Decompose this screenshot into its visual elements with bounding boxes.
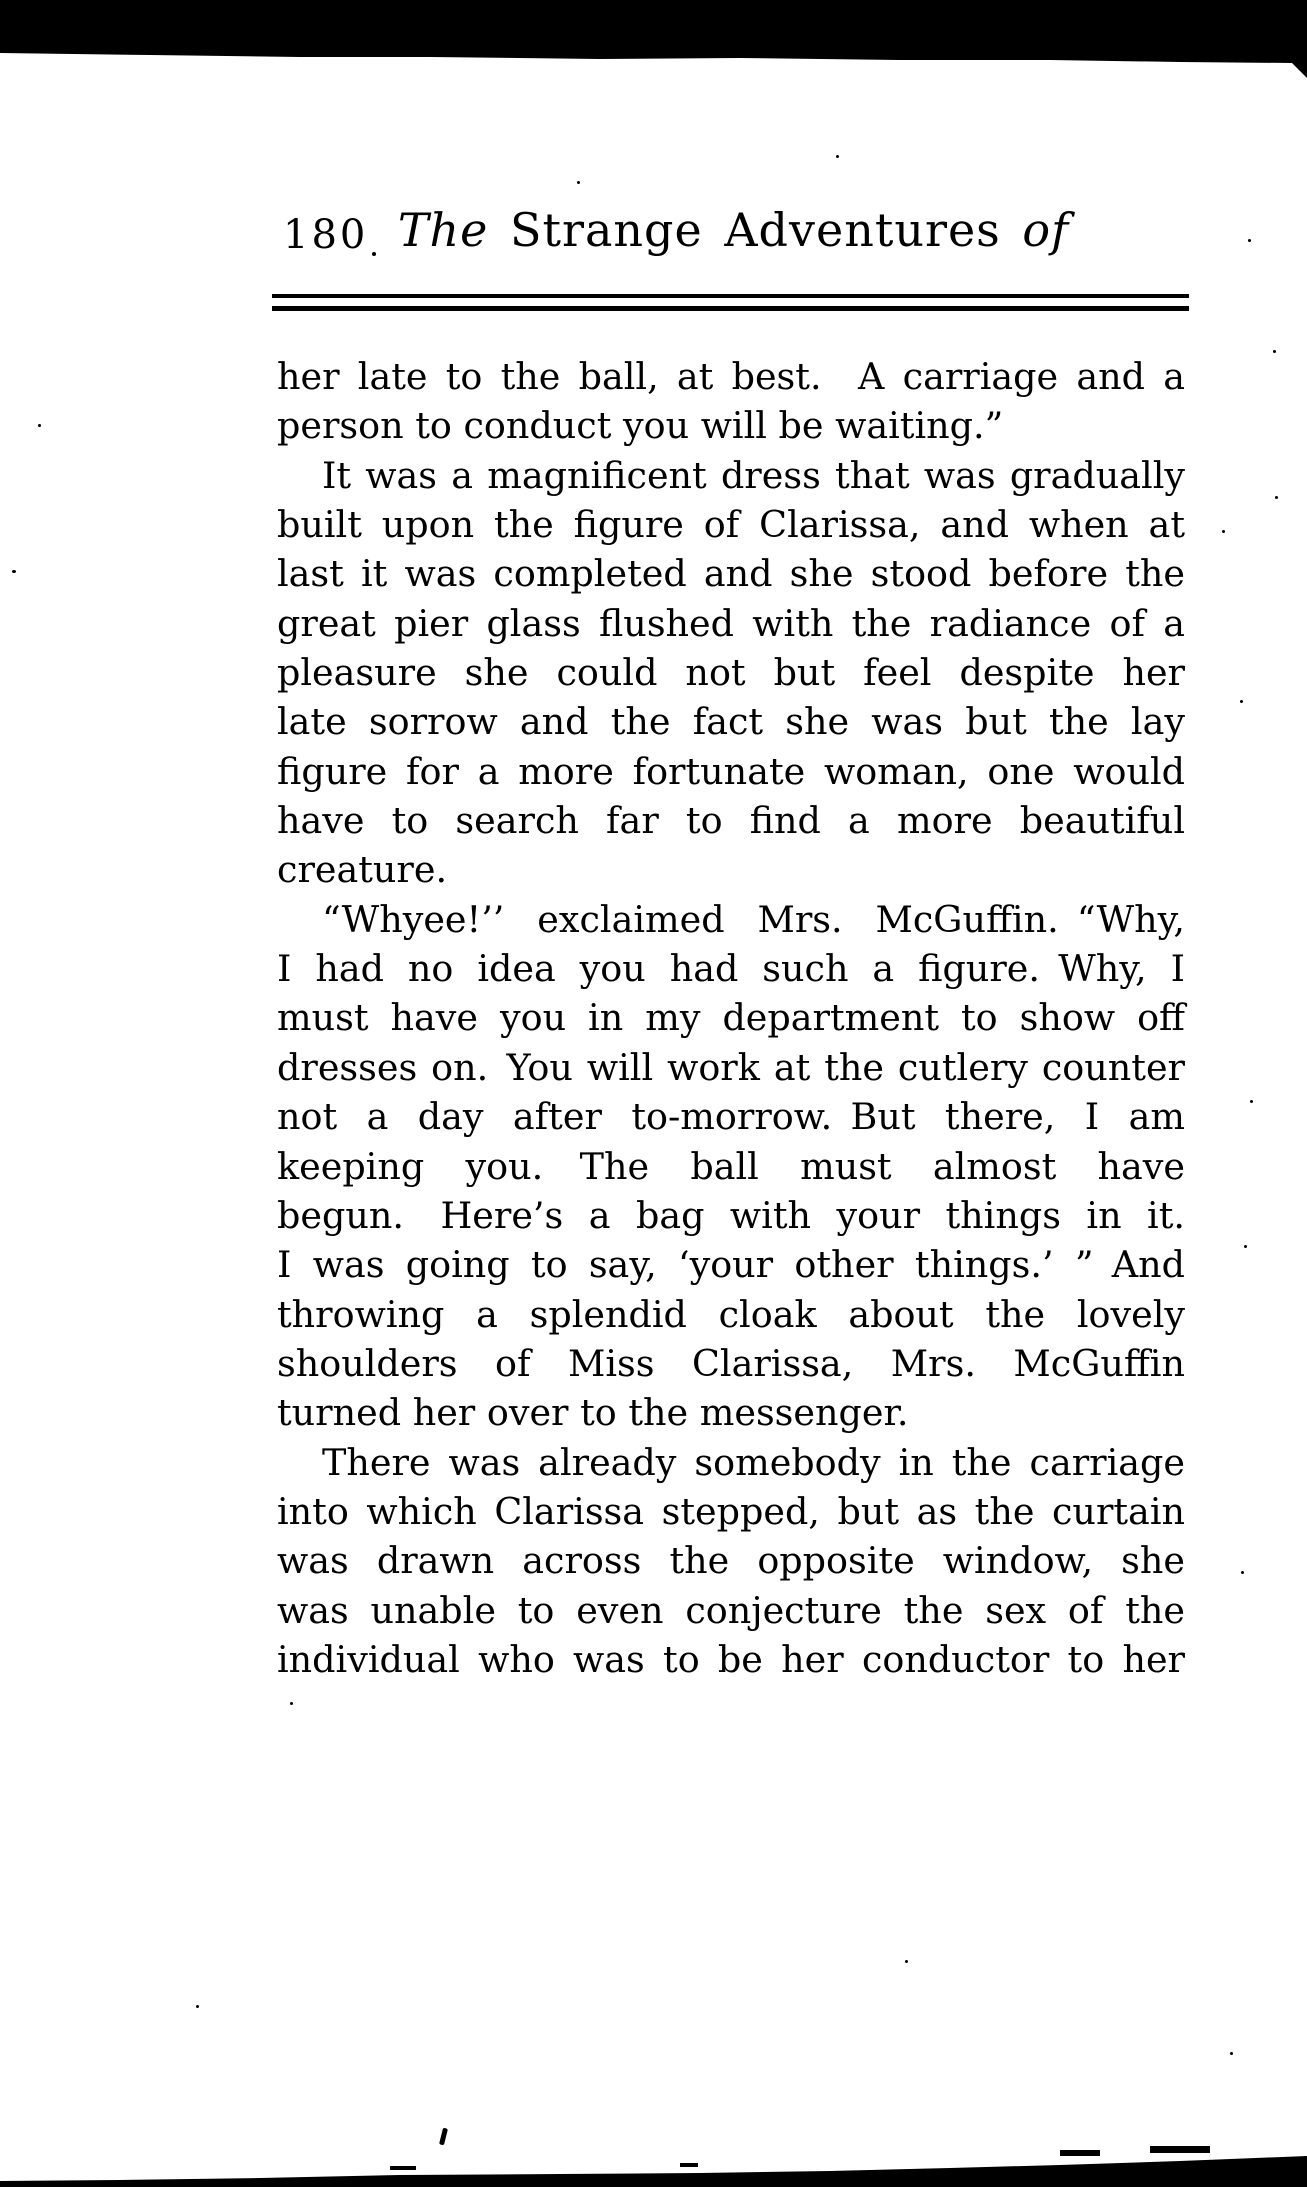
text-line: great pier glass flushed with the radiance of a — [277, 601, 1185, 645]
text-line: turned her over to the messenger. — [277, 1391, 909, 1435]
text-line: have to search far to find a more beautiful — [277, 799, 1185, 843]
noise-speck — [1241, 1571, 1244, 1574]
ink-mark — [439, 2128, 448, 2146]
text-line: last it was completed and she stood before the — [277, 552, 1185, 596]
noise-speck — [577, 181, 580, 184]
text-line: I had no idea you had such a figure. Why, I — [277, 947, 1185, 991]
text-line: must have you in my department to show off — [277, 996, 1185, 1040]
running-title-part: Strange Adventures — [488, 203, 1023, 257]
text-line: person to conduct you will be waiting.” — [277, 404, 1004, 448]
running-title-part: The — [397, 203, 489, 257]
noise-speck — [836, 155, 839, 158]
page-number: 180 — [283, 212, 369, 258]
text-line: her late to the ball, at best. A carriage and a — [277, 355, 1185, 398]
scan-edge-top — [0, 0, 1307, 82]
running-title — [277, 203, 1190, 257]
text-line: throwing a splendid cloak about the lovely — [277, 1292, 1185, 1336]
text-line: begun. Here’s a bag with your things in it. — [277, 1193, 1185, 1237]
header-rule-top — [272, 294, 1189, 298]
text-line: late sorrow and the fact she was but the lay — [277, 700, 1185, 744]
text-line: not a day after to-morrow. But there, I am — [277, 1095, 1185, 1139]
text-line: I was going to say, ‘your other things.’ ” And — [277, 1243, 1185, 1287]
running-title-part: of — [1022, 203, 1070, 257]
header-rule-bottom — [272, 306, 1189, 311]
noise-speck — [390, 2166, 416, 2170]
noise-speck — [1244, 1245, 1247, 1248]
text-line: “Whyee!’’ exclaimed Mrs. McGuffin. “Why, — [322, 897, 1185, 941]
noise-speck — [196, 2005, 199, 2008]
text-line: was drawn across the opposite window, she — [277, 1539, 1185, 1583]
noise-speck — [1250, 1100, 1253, 1103]
noise-speck — [1060, 2150, 1100, 2156]
noise-speck — [372, 252, 376, 256]
text-line: pleasure she could not but feel despite her — [277, 651, 1185, 695]
text-line: creature. — [277, 848, 448, 892]
noise-speck — [1275, 496, 1278, 499]
scan-edge-bottom — [0, 2151, 1307, 2187]
noise-speck — [680, 2163, 698, 2167]
noise-speck — [1230, 2052, 1233, 2055]
noise-speck — [1273, 350, 1276, 353]
text-line: figure for a more fortunate woman, one would — [277, 749, 1185, 793]
noise-speck — [1240, 700, 1243, 703]
text-line: keeping you. The ball must almost have — [277, 1144, 1185, 1188]
page-header — [277, 203, 1190, 257]
noise-speck — [905, 1960, 908, 1963]
text-line: dresses on. You will work at the cutlery counter — [277, 1045, 1185, 1089]
noise-speck — [1222, 530, 1225, 533]
noise-speck — [290, 1702, 293, 1705]
text-block — [277, 352, 1185, 1684]
text-line: shoulders of Miss Clarissa, Mrs. McGuffin — [277, 1341, 1185, 1385]
text-line: into which Clarissa stepped, but as the curtain — [277, 1489, 1185, 1533]
text-line: was unable to even conjecture the sex of the — [277, 1588, 1185, 1632]
text-line: individual who was to be her conductor to her — [277, 1637, 1185, 1681]
text-line: built upon the figure of Clarissa, and when at — [277, 503, 1185, 547]
noise-speck — [38, 424, 41, 427]
text-line: It was a magnificent dress that was gradually — [322, 453, 1185, 497]
noise-speck — [1248, 239, 1251, 242]
noise-speck — [12, 570, 16, 573]
text-line: There was already somebody in the carriage — [322, 1440, 1185, 1484]
noise-speck — [1150, 2146, 1210, 2153]
